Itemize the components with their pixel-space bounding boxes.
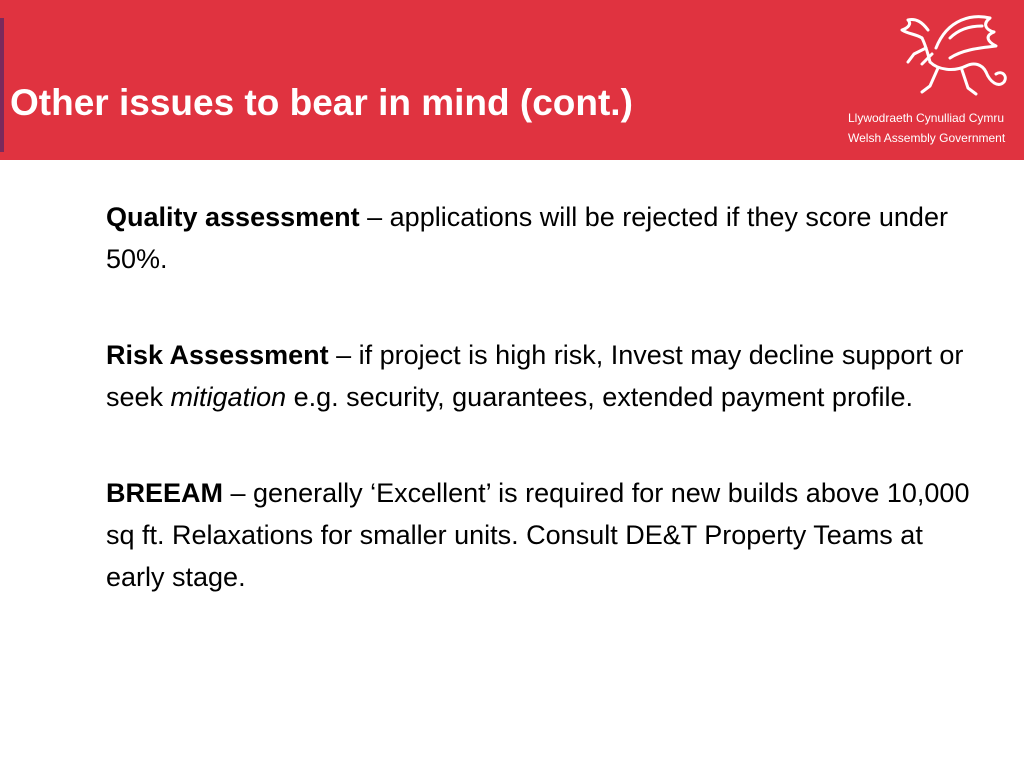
logo-text-english: Welsh Assembly Government <box>848 131 1006 145</box>
text-risk-assessment-after: e.g. security, guarantees, extended payment profile. <box>286 382 913 412</box>
welsh-dragon-icon <box>878 8 1008 108</box>
text-risk-assessment-italic: mitigation <box>170 382 287 412</box>
header-banner <box>0 0 1024 160</box>
paragraph-quality-assessment <box>106 196 976 280</box>
paragraph-breeam <box>106 472 976 598</box>
heading-breeam: BREEAM <box>106 478 224 508</box>
welsh-assembly-logo <box>840 8 1015 153</box>
accent-stripe <box>0 18 4 152</box>
logo-text-welsh: Llywodraeth Cynulliad Cymru <box>848 111 1005 125</box>
text-risk-assessment-before: – if project is high risk, Invest may decline support or seek <box>106 340 964 412</box>
slide-body <box>106 196 976 652</box>
heading-quality-assessment: Quality assessment <box>106 202 360 232</box>
paragraph-risk-assessment <box>106 334 976 418</box>
text-quality-assessment: – applications will be rejected if they score under 50%. <box>106 202 948 274</box>
slide-title: Other issues to bear in mind (cont.) <box>10 82 633 123</box>
heading-risk-assessment: Risk Assessment <box>106 340 329 370</box>
text-breeam: – generally ‘Excellent’ is required for new builds above 10,000 sq ft. Relaxations for smaller units. Consult DE&T Property Teams at early stage. <box>106 478 970 592</box>
